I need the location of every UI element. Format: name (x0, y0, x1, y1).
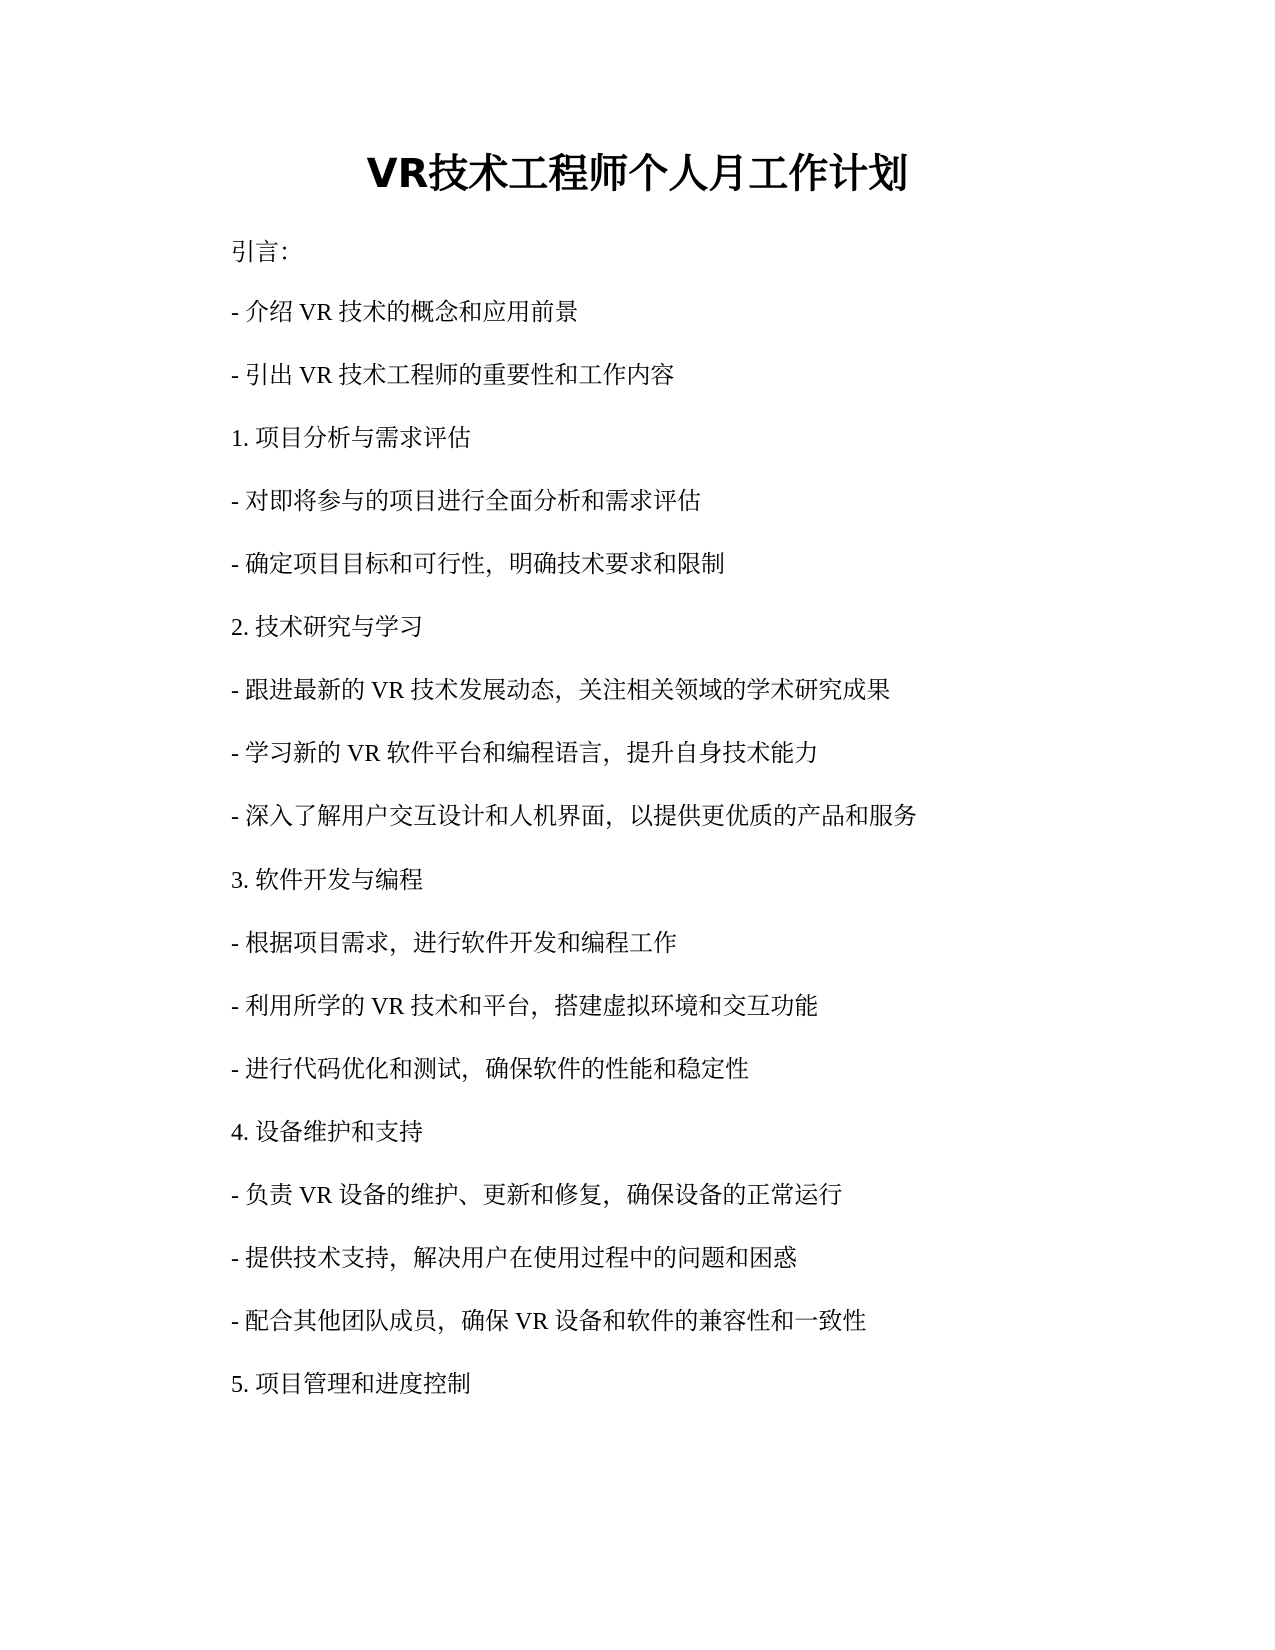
intro-heading: 引言： (231, 240, 303, 266)
body-line: - 配合其他团队成员，确保 VR 设备和软件的兼容性和一致性 (231, 1309, 867, 1335)
section-heading: 1. 项目分析与需求评估 (231, 426, 471, 452)
section-heading: 5. 项目管理和进度控制 (231, 1372, 471, 1398)
body-line: - 深入了解用户交互设计和人机界面，以提供更优质的产品和服务 (231, 804, 917, 830)
section-heading: 2. 技术研究与学习 (231, 615, 423, 641)
body-line: - 跟进最新的 VR 技术发展动态，关注相关领域的学术研究成果 (231, 678, 891, 704)
body-line: - 学习新的 VR 软件平台和编程语言，提升自身技术能力 (231, 741, 819, 767)
body-line: - 介绍 VR 技术的概念和应用前景 (231, 300, 579, 326)
body-line: - 进行代码优化和测试，确保软件的性能和稳定性 (231, 1057, 749, 1083)
body-line: - 利用所学的 VR 技术和平台，搭建虚拟环境和交互功能 (231, 994, 819, 1020)
body-line: - 负责 VR 设备的维护、更新和修复，确保设备的正常运行 (231, 1183, 843, 1209)
body-line: - 确定项目目标和可行性，明确技术要求和限制 (231, 552, 725, 578)
body-line: - 提供技术支持，解决用户在使用过程中的问题和困惑 (231, 1246, 797, 1272)
document-title: VR技术工程师个人月工作计划 (366, 151, 909, 197)
body-line: - 引出 VR 技术工程师的重要性和工作内容 (231, 363, 675, 389)
section-heading: 4. 设备维护和支持 (231, 1120, 423, 1146)
section-heading: 3. 软件开发与编程 (231, 868, 423, 894)
body-line: - 对即将参与的项目进行全面分析和需求评估 (231, 489, 701, 515)
body-line: - 根据项目需求，进行软件开发和编程工作 (231, 931, 677, 957)
